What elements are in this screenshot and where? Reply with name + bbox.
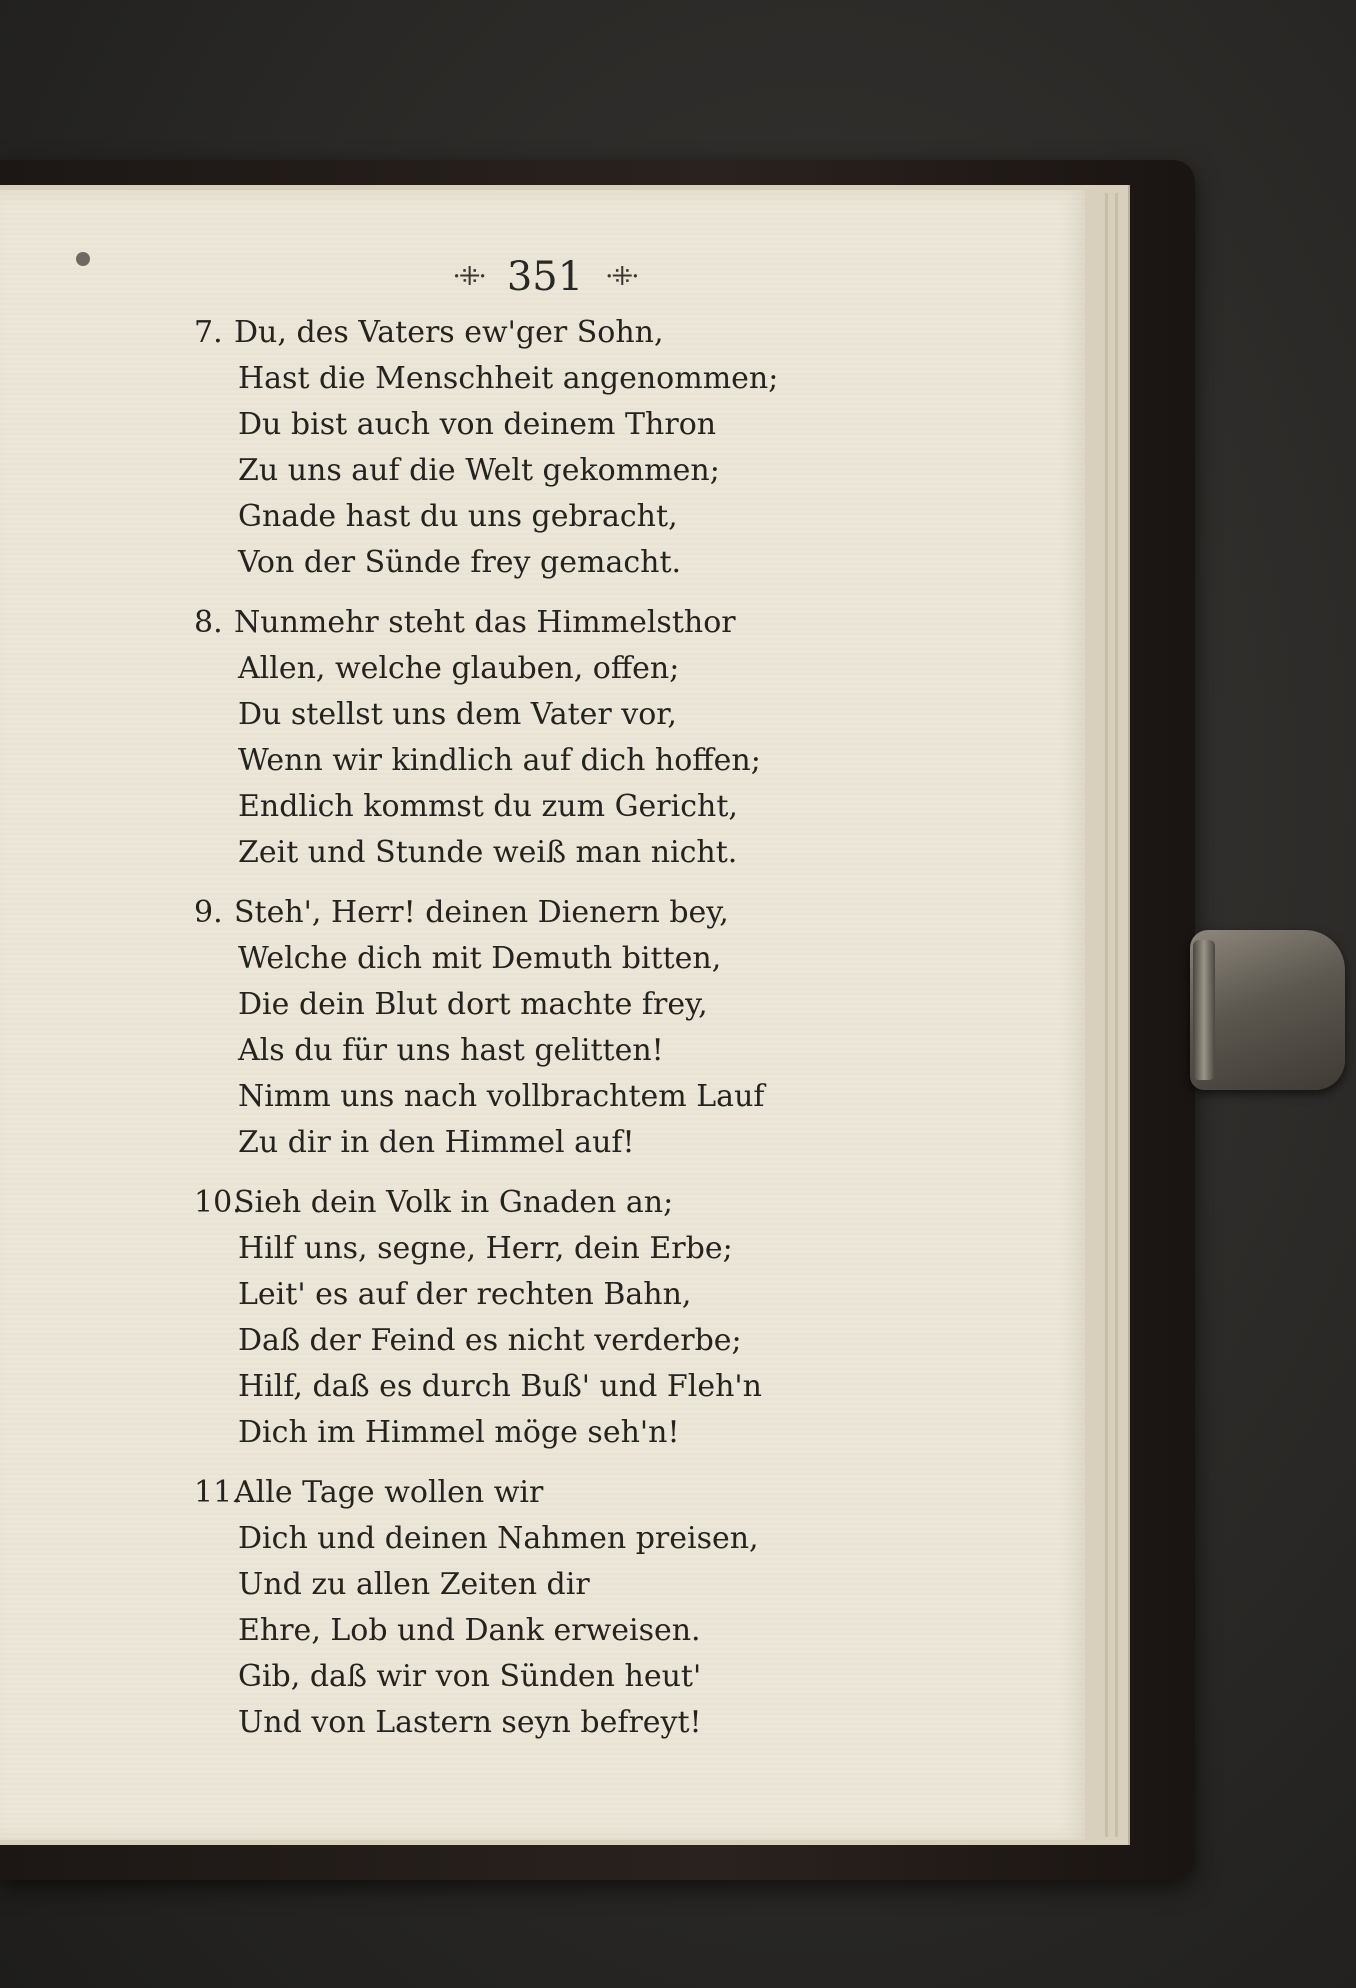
verse-line <box>198 1654 808 1700</box>
verse-line-text: Welche dich mit Demuth bitten, <box>238 941 722 976</box>
verse <box>194 1470 808 1746</box>
verse-line <box>194 1470 808 1516</box>
clasp-hinge <box>1193 940 1215 1080</box>
verse-line-text: Endlich kommst du zum Gericht, <box>238 789 738 824</box>
verse-number: 9. <box>194 895 223 930</box>
verse <box>194 890 808 1166</box>
ornament-left-icon: ·⁜· <box>452 262 485 292</box>
verse-number: 8. <box>194 605 223 640</box>
verse-line <box>198 1516 808 1562</box>
verse-line-text: Dich und deinen Nahmen preisen, <box>238 1521 759 1556</box>
verse-line <box>194 600 808 646</box>
verse-line-text: Die dein Blut dort machte frey, <box>238 987 708 1022</box>
verse-line <box>198 1120 808 1166</box>
verse-line-text: Hilf uns, segne, Herr, dein Erbe; <box>238 1231 733 1266</box>
verse-line-text: Dich im Himmel möge seh'n! <box>238 1415 680 1450</box>
page-number: 351 <box>506 254 584 300</box>
verse-line <box>198 1608 808 1654</box>
verse-line-text: Ehre, Lob und Dank erweisen. <box>238 1613 701 1648</box>
verse-line <box>198 448 808 494</box>
ornament-right-icon: ·⁜· <box>605 262 638 292</box>
verse-line-text: Als du für uns hast gelitten! <box>238 1033 664 1068</box>
verse-line-text: Daß der Feind es nicht verderbe; <box>238 1323 742 1358</box>
verse-line <box>198 402 808 448</box>
verse-line <box>198 646 808 692</box>
verse-line-text: Und zu allen Zeiten dir <box>238 1567 590 1602</box>
hymn-text <box>194 310 808 1760</box>
verse-line-text: Zu dir in den Himmel auf! <box>238 1125 635 1160</box>
verse-line <box>198 494 808 540</box>
verse-line <box>198 1410 808 1456</box>
verse-line <box>198 1700 808 1746</box>
verse-line-text: Sieh dein Volk in Gnaden an; <box>234 1185 674 1220</box>
verse-line <box>198 830 808 876</box>
verse-line <box>198 1562 808 1608</box>
verse-line <box>198 784 808 830</box>
page-header <box>395 252 695 302</box>
verse-line-text: Zeit und Stunde weiß man nicht. <box>238 835 738 870</box>
verse-line <box>198 982 808 1028</box>
verse-line-text: Steh', Herr! deinen Dienern bey, <box>234 895 729 930</box>
verse-line <box>198 356 808 402</box>
verse-line-text: Allen, welche glauben, offen; <box>238 651 680 686</box>
verse-line-text: Du stellst uns dem Vater vor, <box>238 697 677 732</box>
verse-line <box>198 936 808 982</box>
verse <box>194 310 808 586</box>
verse-line <box>198 692 808 738</box>
verse-line-text: Und von Lastern seyn befreyt! <box>238 1705 702 1740</box>
page-hole <box>76 252 90 266</box>
verse-line-text: Leit' es auf der rechten Bahn, <box>238 1277 692 1312</box>
verse-line-text: Nimm uns nach vollbrachtem Lauf <box>238 1079 765 1114</box>
verse-line <box>198 1028 808 1074</box>
verse-line <box>198 1272 808 1318</box>
verse-number: 7. <box>194 315 223 350</box>
verse-line-text: Hast die Menschheit angenommen; <box>238 361 779 396</box>
verse-line <box>198 738 808 784</box>
verse-line-text: Von der Sünde frey gemacht. <box>238 545 682 580</box>
verse-number: 11. <box>194 1475 242 1510</box>
verse-line <box>198 1226 808 1272</box>
verse-line-text: Wenn wir kindlich auf dich hoffen; <box>238 743 761 778</box>
verse-line <box>194 310 808 356</box>
verse <box>194 1180 808 1456</box>
verse-line <box>194 890 808 936</box>
verse-line-text: Gnade hast du uns gebracht, <box>238 499 678 534</box>
verse-line <box>194 1180 808 1226</box>
verse-line <box>198 1318 808 1364</box>
verse <box>194 600 808 876</box>
verse-line-text: Du, des Vaters ew'ger Sohn, <box>234 315 664 350</box>
verse-number: 10. <box>194 1185 242 1220</box>
verse-line-text: Du bist auch von deinem Thron <box>238 407 717 442</box>
verse-line-text: Hilf, daß es durch Buß' und Fleh'n <box>238 1369 762 1404</box>
verse-line-text: Zu uns auf die Welt gekommen; <box>238 453 720 488</box>
verse-line-text: Nunmehr steht das Himmelsthor <box>234 605 736 640</box>
verse-line <box>198 1364 808 1410</box>
verse-line <box>198 1074 808 1120</box>
verse-line-text: Gib, daß wir von Sünden heut' <box>238 1659 702 1694</box>
verse-line-text: Alle Tage wollen wir <box>234 1475 544 1510</box>
verse-line <box>198 540 808 586</box>
